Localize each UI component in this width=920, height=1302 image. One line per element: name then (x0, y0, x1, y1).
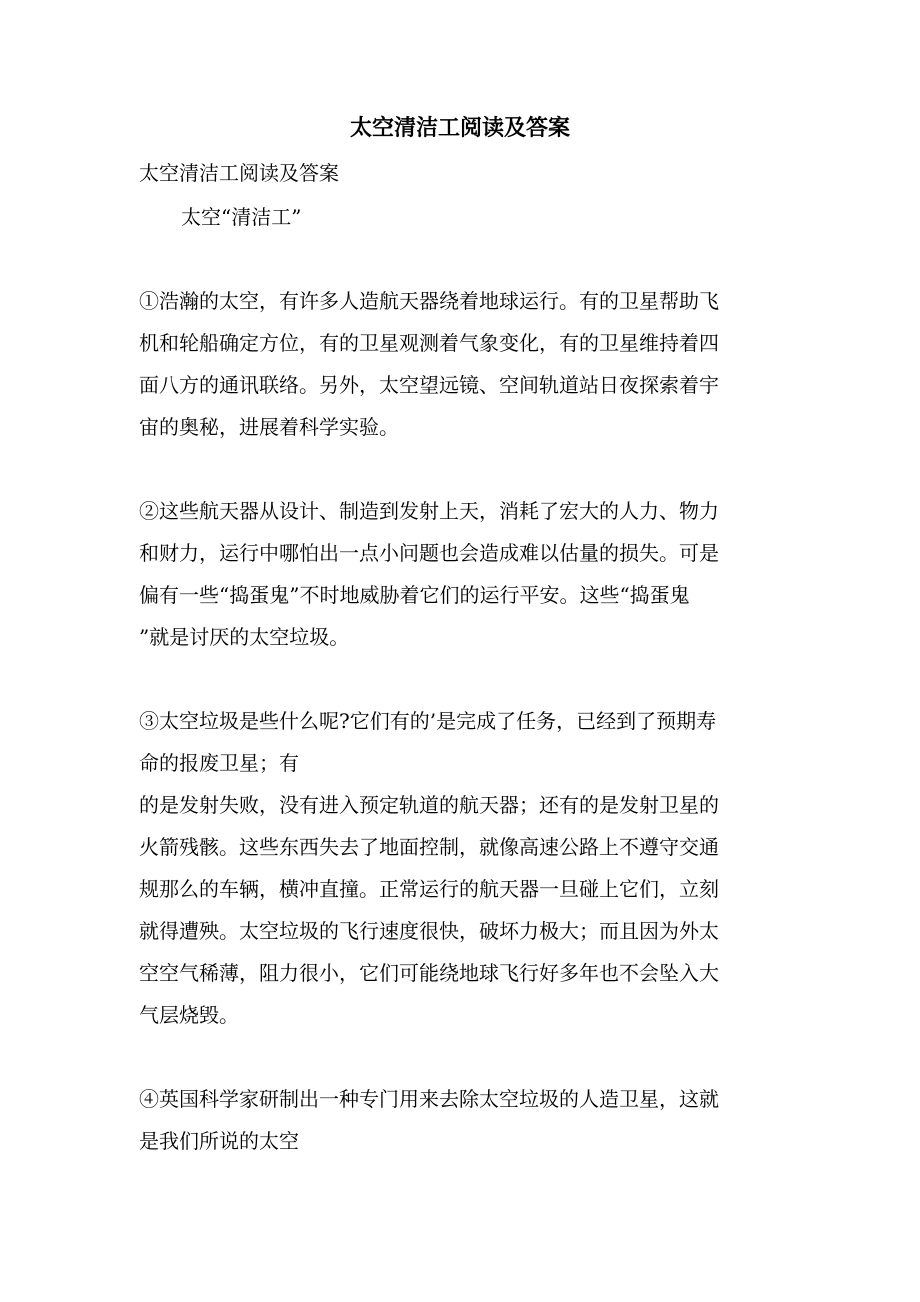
paragraph-3-line-1: ③太空垃圾是些什么呢?它们有的’是完成了任务，已经到了预期寿 (139, 709, 717, 733)
paragraph-4-line-1: ④英国科学家研制出一种专门用来去除太空垃圾的人造卫星，这就 (139, 1087, 719, 1111)
subtitle: 太空清洁工阅读及答案 (139, 161, 339, 185)
paragraph-2-line-4: ”就是讨厌的太空垃圾。 (139, 625, 350, 649)
paragraph-2-line-3: 偏有一些“捣蛋鬼”不时地威胁着它们的运行平安。这些“捣蛋鬼 (139, 583, 690, 607)
paragraph-3-line-7: 空空气稀薄，阻力很小，它们可能绕地球飞行好多年也不会坠入大 (139, 961, 719, 985)
paragraph-2-line-1: ②这些航天器从设计、制造到发射上天，消耗了宏大的人力、物力 (139, 499, 719, 523)
article-title: 太空“清洁工” (181, 205, 302, 229)
paragraph-3-line-6: 就得遭殃。太空垃圾的飞行速度很快，破坏力极大；而且因为外太 (139, 919, 719, 943)
paragraph-4-line-2: 是我们所说的太空 (139, 1129, 299, 1153)
paragraph-2-line-2: 和财力，运行中哪怕出一点小问题也会造成难以估量的损失。可是 (139, 541, 719, 565)
paragraph-3-line-8: 气层烧毁。 (139, 1003, 239, 1027)
paragraph-1-line-1: ①浩瀚的太空，有许多人造航天器绕着地球运行。有的卫星帮助飞 (139, 289, 719, 313)
paragraph-3-line-3: 的是发射失败，没有进入预定轨道的航天器；还有的是发射卫星的 (139, 793, 719, 817)
document-title: 太空清洁工阅读及答案 (349, 115, 570, 141)
paragraph-1-line-2: 机和轮船确定方位，有的卫星观测着气象变化，有的卫星维持着四 (139, 331, 719, 355)
paragraph-3-line-4: 火箭残骸。这些东西失去了地面控制，就像高速公路上不遵守交通 (139, 835, 719, 859)
paragraph-1-line-4: 宙的奥秘，进展着科学实验。 (139, 415, 399, 439)
paragraph-3-line-5: 规那么的车辆，横冲直撞。正常运行的航天器一旦碰上它们，立刻 (139, 877, 719, 901)
paragraph-1-line-3: 面八方的通讯联络。另外，太空望远镜、空间轨道站日夜探索着宇 (139, 373, 719, 397)
paragraph-3-line-2: 命的报废卫星；有 (139, 751, 299, 775)
